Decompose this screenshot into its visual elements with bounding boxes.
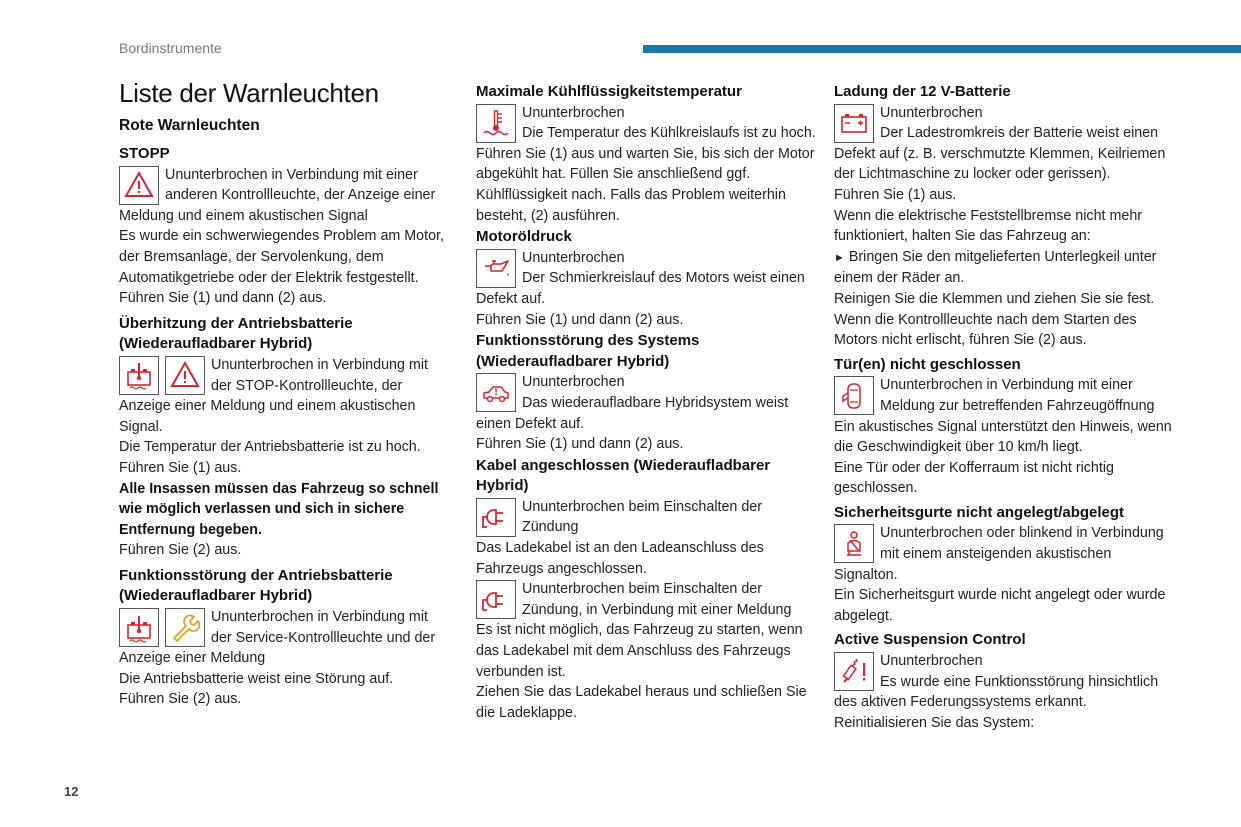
column-3 — [834, 82, 1174, 734]
entry-heading: Sicherheitsgurte nicht angelegt/abgelegt — [834, 503, 1125, 521]
entry-text: Wenn die Kontrollleuchte nach dem Starten des Motors nicht erlischt, führen Sie (2) aus. — [834, 311, 1137, 349]
entry-text: Ununterbrochen beim Einschalten der Zündung — [522, 498, 763, 536]
entry-heading: STOPP — [119, 145, 170, 162]
entry-text: Ununterbrochen — [522, 249, 625, 266]
entry-text: Es ist nicht möglich, das Fahrzeug zu starten, wenn das Ladekabel mit dem Anschluss des Fahrzeugs verbunden ist. — [476, 622, 803, 680]
entry-bold-warning: Alle Insassen müssen das Fahrzeug so schnell wie möglich verlassen und sich in sichere Entfernung begeben. — [119, 480, 439, 538]
bullet-text: Bringen Sie den mitgelieferten Unterlegkeil unter einem der Räder an. — [834, 248, 1157, 287]
column-2 — [476, 82, 816, 724]
battery-temperature-icon — [119, 356, 159, 395]
entry-text: Die Antriebsbatterie weist eine Störung auf. — [119, 670, 394, 687]
entry-12v-battery — [834, 82, 1174, 351]
bullet-arrow-icon: ► — [834, 251, 845, 264]
entry-text: Ununterbrochen in Verbindung mit der Service-Kontrollleuchte und der Anzeige einer Meldung — [119, 609, 436, 667]
warning-triangle-icon — [165, 356, 205, 395]
section-subtitle: Rote Warnleuchten — [119, 117, 260, 134]
entry-doors-open — [834, 355, 1174, 499]
battery-icon — [834, 104, 874, 143]
entry-text: Führen Sie (1) aus. — [834, 186, 957, 203]
entry-text: Führen Sie (1) aus und warten Sie, bis sich der Motor abgekühlt hat. Füllen Sie anschließend ggf. Kühlflüssigkeit nach. Falls das Problem weiterhin besteht, (2) ausführen. — [476, 145, 815, 224]
entry-text: Eine Tür oder der Kofferraum ist nicht richtig geschlossen. — [834, 459, 1114, 497]
entry-battery-overheat — [119, 314, 449, 561]
page-title: Liste der Warnleuchten — [119, 78, 379, 108]
warning-triangle-icon — [119, 166, 159, 205]
entry-oil-pressure — [476, 227, 816, 330]
entry-text: Ein akustisches Signal unterstützt den Hinweis, wenn die Geschwindigkeit über 10 km/h liegt. — [834, 418, 1172, 456]
shock-absorber-warning-icon — [834, 652, 874, 691]
entry-text: Reinigen Sie die Klemmen und ziehen Sie sie fest. — [834, 290, 1155, 307]
entry-hybrid-system — [476, 331, 816, 455]
seatbelt-icon — [834, 524, 874, 563]
entry-text: Es wurde ein schwerwiegendes Problem am Motor, der Bremsanlage, der Servolenkung, dem Automatikgetriebe oder der Elektrik festgestellt. — [119, 228, 445, 286]
entry-text: Es wurde eine Funktionsstörung hinsichtlich des aktiven Federungssystems erkannt. — [834, 673, 1159, 711]
car-warning-icon — [476, 373, 516, 412]
column-1 — [119, 78, 449, 711]
entry-heading: Funktionsstörung der Antriebsbatterie (Wiederaufladbarer Hybrid) — [119, 566, 393, 605]
header-section-label: Bordinstrumente — [119, 40, 222, 56]
entry-text: Führen Sie (2) aus. — [119, 542, 242, 559]
entry-text: Führen Sie (1) aus. — [119, 459, 242, 476]
charging-plug-icon — [476, 580, 516, 619]
entry-battery-fault — [119, 566, 449, 710]
entry-stopp — [119, 144, 449, 309]
entry-text: Wenn die elektrische Feststellbremse nicht mehr funktioniert, halten Sie das Fahrzeug an: — [834, 207, 1143, 245]
entry-heading: Maximale Kühlflüssigkeitstemperatur — [476, 83, 742, 100]
page-number: 12 — [64, 784, 79, 799]
oil-can-icon — [476, 249, 516, 288]
entry-active-suspension — [834, 630, 1174, 733]
entry-text: Ziehen Sie das Ladekabel heraus und schließen Sie die Ladeklappe. — [476, 684, 807, 721]
entry-text: Führen Sie (1) und dann (2) aus. — [476, 311, 684, 328]
charging-plug-icon — [476, 498, 516, 537]
entry-heading: Funktionsstörung des Systems (Wiederaufladbarer Hybrid) — [476, 332, 700, 370]
entry-text: Ununterbrochen — [880, 104, 983, 121]
wrench-icon — [165, 608, 205, 647]
entry-text: Ununterbrochen oder blinkend in Verbindung mit einem ansteigenden akustischen Signalton. — [834, 525, 1164, 583]
entry-text: Der Ladestromkreis der Batterie weist einen Defekt auf (z. B. verschmutzte Klemmen, Keilriemen der Lichtmaschine zu locker oder gerissen). — [834, 125, 1166, 183]
entry-text: Ununterbrochen — [880, 653, 983, 670]
bullet-item — [834, 247, 1174, 289]
entry-heading: Tür(en) nicht geschlossen — [834, 355, 1021, 373]
entry-text: Ununterbrochen in Verbindung mit einer anderen Kontrollleuchte, der Anzeige einer Meldung und einem akustischen Signal — [119, 166, 436, 224]
entry-text: Der Schmierkreislauf des Motors weist einen Defekt auf. — [476, 270, 805, 307]
entry-cable-connected — [476, 456, 816, 724]
entry-text: Das wiederaufladbare Hybridsystem weist einen Defekt auf. — [476, 394, 789, 432]
entry-text: Ununterbrochen in Verbindung mit der STOP-Kontrollleuchte, der Anzeige einer Meldung und einem akustischen Signal. — [119, 356, 428, 435]
entry-seatbelts — [834, 503, 1174, 627]
entry-text: Ununterbrochen in Verbindung mit einer Meldung zur betreffenden Fahrzeugöffnung — [880, 377, 1155, 414]
battery-temperature-icon — [119, 608, 159, 647]
entry-text: Führen Sie (2) aus. — [119, 691, 242, 708]
header-accent-bar — [643, 45, 1241, 53]
entry-text: Reinitialisieren Sie das System: — [834, 714, 1035, 731]
entry-text: Führen Sie (1) und dann (2) aus. — [119, 290, 327, 307]
entry-heading: Ladung der 12 V-Batterie — [834, 83, 1011, 100]
entry-heading: Überhitzung der Antriebsbatterie (Wiederaufladbarer Hybrid) — [119, 314, 353, 353]
entry-text: Die Temperatur der Antriebsbatterie ist zu hoch. — [119, 439, 421, 456]
entry-text: Ununterbrochen — [522, 374, 625, 391]
entry-heading: Active Suspension Control — [834, 631, 1026, 649]
entry-text: Die Temperatur des Kühlkreislaufs ist zu hoch. — [522, 125, 816, 142]
entry-text: Ein Sicherheitsgurt wurde nicht angelegt oder wurde abgelegt. — [834, 587, 1166, 624]
entry-text: Ununterbrochen — [522, 104, 625, 121]
coolant-temperature-icon — [476, 104, 516, 143]
open-door-icon — [834, 376, 874, 415]
entry-text: Das Ladekabel ist an den Ladeanschluss des Fahrzeugs angeschlossen. — [476, 540, 764, 577]
entry-text: Führen Sie (1) und dann (2) aus. — [476, 436, 684, 453]
entry-heading: Kabel angeschlossen (Wiederaufladbarer Hybrid) — [476, 456, 771, 495]
entry-coolant — [476, 82, 816, 226]
entry-text: Ununterbrochen beim Einschalten der Zündung, in Verbindung mit einer Meldung — [522, 581, 792, 618]
entry-heading: Motoröldruck — [476, 228, 572, 246]
